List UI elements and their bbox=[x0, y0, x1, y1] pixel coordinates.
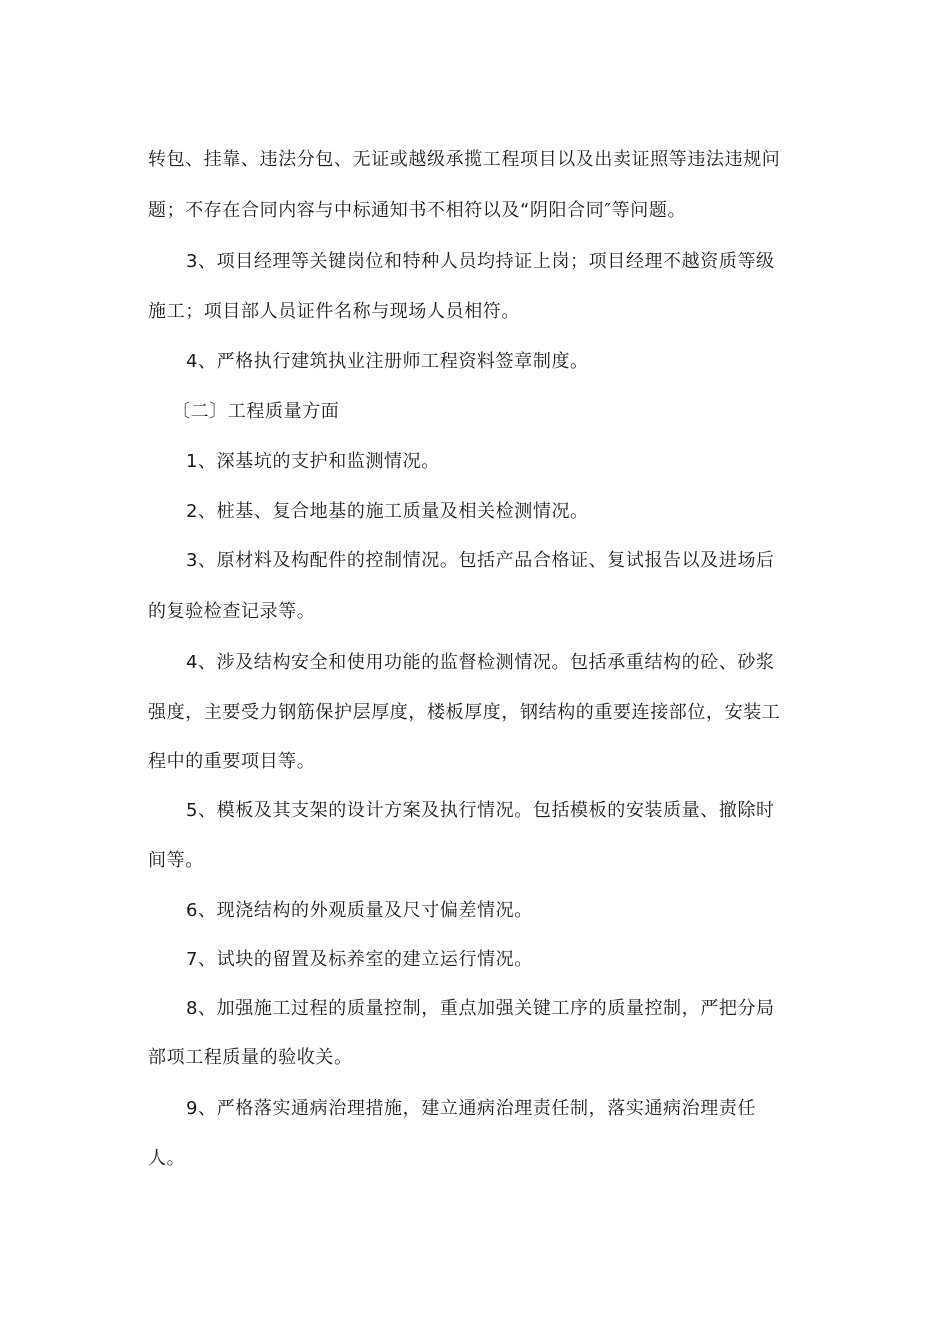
paragraph-start: 3、项目经理等关键岗位和特种人员均持证上岗；项目经理不越资质等级 bbox=[186, 251, 775, 272]
text-line: 转包、挂靠、违法分包、无证或越级承揽工程项目以及出卖证照等违法违规问 bbox=[148, 149, 781, 170]
text-line: 程中的重要项目等。 bbox=[148, 751, 316, 772]
text-line: 题；不存在合同内容与中标通知书不相符以及“阴阳合同″等问题。 bbox=[148, 200, 687, 221]
paragraph-start: 4、严格执行建筑执业注册师工程资料签章制度。 bbox=[186, 351, 589, 372]
text-line: 的复验检查记录等。 bbox=[148, 601, 316, 622]
text-line: 强度，主要受力钢筋保护层厚度，楼板厚度，钢结构的重要连接部位，安装工 bbox=[148, 702, 781, 723]
paragraph-start: 3、原材料及构配件的控制情况。包括产品合格证、复试报告以及进场后 bbox=[186, 550, 775, 571]
text-line: 施工；项目部人员证件名称与现场人员相符。 bbox=[148, 301, 520, 322]
text-line: 人。 bbox=[148, 1148, 186, 1169]
text-line: 部项工程质量的验收关。 bbox=[148, 1047, 353, 1068]
paragraph-start: 1、深基坑的支护和监测情况。 bbox=[186, 451, 440, 472]
paragraph-start: 5、模板及其支架的设计方案及执行情况。包括模板的安装质量、撤除时 bbox=[186, 800, 775, 821]
text-line: 间等。 bbox=[148, 850, 204, 871]
paragraph-start: 2、桩基、复合地基的施工质量及相关检测情况。 bbox=[186, 501, 589, 522]
paragraph-start: 6、现浇结构的外观质量及尺寸偏差情况。 bbox=[186, 900, 533, 921]
paragraph-start: 7、试块的留置及标养室的建立运行情况。 bbox=[186, 949, 533, 970]
section-heading: 〔二〕工程质量方面 bbox=[172, 401, 340, 422]
paragraph-start: 8、加强施工过程的质量控制，重点加强关键工序的质量控制，严把分局 bbox=[186, 998, 775, 1019]
paragraph-start: 9、严格落实通病治理措施，建立通病治理责任制，落实通病治理责任 bbox=[186, 1098, 757, 1119]
paragraph-start: 4、涉及结构安全和使用功能的监督检测情况。包括承重结构的砼、砂浆 bbox=[186, 652, 775, 673]
